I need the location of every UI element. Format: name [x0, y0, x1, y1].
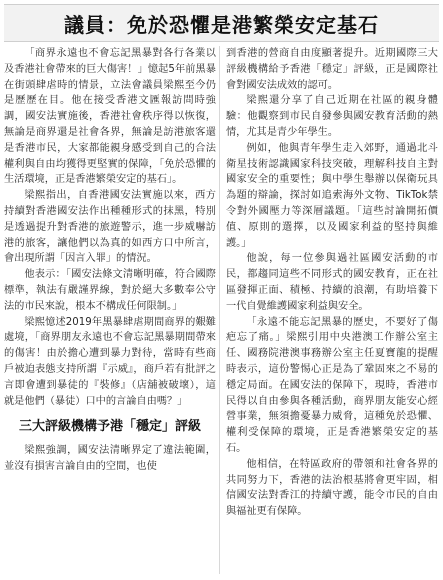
paragraph: 到香港的營商自由度顯著提升。近期國際三大評級機構給予香港「穩定」評級，正是國際社會對國安法成效的認可。: [226, 48, 438, 91]
paragraph: 梁熙指出，自香港國安法實施以來，西方持續對香港國安法作出種種形式的抹黑，特別是透過提升對香港的旅遊警示，進一步威嚇訪港的旅客，讓他們以為真的如西方口中所言，會出現所謂「因言入罪」的情況。: [4, 190, 216, 265]
paragraph: 他相信，在特區政府的帶領和社會各界的共同努力下，香港的法治根基將會更牢固，相信國安法對香江的持續守護，能令市民的自由與福祉更有保障。: [226, 458, 438, 518]
paragraph: 梁熙強調，國安法清晰界定了違法範圍，並沒有損害言論自由的空間，也使: [4, 445, 216, 473]
headline: 議員：免於恐懼是港繁榮安定基石: [64, 12, 379, 37]
paragraph: 梁熙還分享了自己近期在社區的親身體驗：他觀察到市民自發參與國安教育活動的熱情，尤其是青少年學生。: [226, 95, 438, 138]
paragraph: 梁熙憶述2019年黑暴肆虐期間商界的艱難處境，「商界朋友永遠也不會忘記黑暴期間帶來的傷害！由於擔心遭到暴力對待，當時有些商戶被迫表態支持所謂『示威』，商戶若有批評之言即會遭到暴徒的『裝修』（店舖被破壞），這就是他們（暴徒）口中的言論自由嗎？」: [4, 316, 216, 407]
paragraph: 他表示：「國安法條文清晰明確，符合國際標準，執法有嚴謹界線，對於絕大多數奉公守法的市民來說，根本不構成任何限制。」: [4, 269, 216, 312]
headline-bar: [4, 4, 439, 42]
paragraph: 他說，每一位參與過社區國安活動的市民，都趨同這些不同形式的國安教育，正在社區發揮正面、積極、持續的浪潮，有助培養下一代自覺維護國家利益與安全。: [226, 253, 438, 312]
subheading: 三大評級機構予港「穩定」評級: [18, 419, 201, 435]
paragraph: 例如，他與青年學生走入郊野，通過北斗衛星技術認識國家科技突破，理解科技自主對國家安全的重要性；與中學生舉辦以保衛玩具為題的辯論，探討如追索海外文物、TikTok禁令對外國壓力等深層議題。「這些討論開拓價值、原則的選擇，以及國家利益的堅持與維護。」: [226, 142, 438, 249]
paragraph: 「永遠不能忘記黑暴的歷史，不要好了傷疤忘了痛。」梁熙引用中央港澳工作辦公室主任、國務院港澳事務辦公室主任夏寶龍的提醒時表示，這份警惕心正是為了鞏固來之不易的穩定局面。在國安法的保障下，現時，香港市民得以自由參與各種活動，商界朋友能安心經營事業，無須擔憂暴力威脅，這種免於恐懼、權利受保障的環境，正是香港繁榮安定的基石。: [226, 316, 438, 454]
paragraph: 「商界永遠也不會忘記黑暴對各行各業以及香港社會帶來的巨大傷害！」憶起5年前黑暴在街頭肆虐時的情景，立法會議員梁熙至今仍是歷歷在目。他在接受香港文匯報訪問時強調，國安法實施後，香港社會秩序得以恢復，無論是商界還是社會各界，無論是訪港旅客還是香港市民，大家都能親身感受到自己的合法權利與自由均獲得更堅實的保障，「免於恐懼的生活環境，正是香港繁榮安定的基石」。: [4, 48, 216, 186]
right-column: [226, 46, 438, 520]
column-divider: [219, 46, 220, 574]
left-column: [4, 46, 216, 475]
